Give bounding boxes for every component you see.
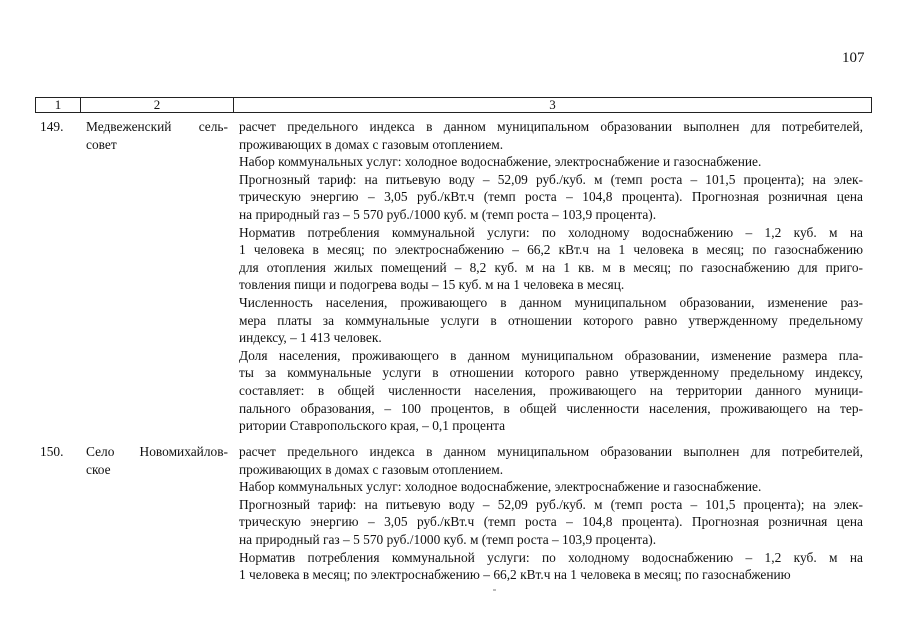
description-line: Прогнозный тариф: на питьевую воду – 52,09 руб./куб. м (темп роста – 101,5 процента); на элек- <box>239 496 863 512</box>
municipality-name-line: совет <box>86 136 117 152</box>
description-line: Набор коммунальных услуг: холодное водоснабжение, электроснабжение и газоснабжение. <box>239 479 762 495</box>
description-line: расчет предельного индекса в данном муниципальном образовании выполнен для потребителей, <box>239 119 863 134</box>
description-line: трическую энергию – 3,05 руб./кВт.ч (темп роста – 104,8 процента). Прогнозная розничная цена <box>239 514 863 530</box>
description-paragraph <box>239 478 863 496</box>
description-line: 1 человека в месяц; по электроснабжению – 66,2 кВт.ч на 1 человека в месяц; по газоснабжению <box>239 567 791 583</box>
description-paragraph <box>239 153 863 171</box>
description-line: проживающих в домах с газовым отоплением. <box>239 136 504 152</box>
row-number: 149. <box>40 119 64 134</box>
page-number: 107 <box>842 50 865 66</box>
row-description <box>239 118 863 435</box>
description-line: Численность населения, проживающего в данном муниципальном образовании, изменение раз- <box>239 294 863 310</box>
municipality-name-line: ское <box>86 461 111 477</box>
description-line: Набор коммунальных услуг: холодное водоснабжение, электроснабжение и газоснабжение. <box>239 154 762 170</box>
description-paragraph <box>239 347 863 435</box>
description-paragraph <box>239 496 863 549</box>
municipality-name-line: Медвеженский сель- <box>86 119 228 134</box>
description-line: для отопления жилых помещений – 8,2 куб. м на 1 кв. м в месяц; по газоснабжению для приго- <box>239 259 863 275</box>
description-line: индексу, – 1 413 человек. <box>239 330 382 346</box>
description-paragraph <box>239 224 863 294</box>
table-header-row <box>35 97 872 113</box>
description-line: составляет: в общей численности населения, проживающего на территории данного муници- <box>239 382 863 398</box>
header-col-3: 3 <box>549 97 556 112</box>
description-line: ритории Ставропольского края, – 0,1 процента <box>239 418 506 434</box>
description-line: ты за коммунальные услуги в отношении которого равно утвержденному предельному индексу, <box>239 365 863 381</box>
description-line: проживающих в домах с газовым отоплением. <box>239 461 504 477</box>
description-line: расчет предельного индекса в данном муниципальном образовании выполнен для потребителей, <box>239 444 863 459</box>
header-col-1: 1 <box>54 97 62 112</box>
description-line: Норматив потребления коммунальной услуги: по холодному водоснабжению – 1,2 куб. м на <box>239 549 863 565</box>
municipality-name <box>86 118 228 153</box>
header-col-2: 2 <box>153 97 161 112</box>
description-paragraph <box>239 549 863 584</box>
row-description <box>239 443 863 584</box>
row-number: 150. <box>40 444 64 459</box>
description-line: на природный газ – 5 570 руб./1000 куб. м (темп роста – 103,9 процента). <box>239 206 657 222</box>
description-paragraph <box>239 118 863 153</box>
municipality-name <box>86 443 228 478</box>
description-line: на природный газ – 5 570 руб./1000 куб. м (темп роста – 103,9 процента). <box>239 531 657 547</box>
description-paragraph <box>239 294 863 347</box>
municipality-name-line: Село Новомихайлов- <box>86 444 228 459</box>
description-line: Доля населения, проживающего в данном муниципальном образовании, изменение размера пла- <box>239 347 863 363</box>
description-line: пального образования, – 100 процентов, в общей численности населения, проживающего на тер- <box>239 400 863 416</box>
scan-speck <box>493 589 496 591</box>
description-line: товления пищи и подогрева воды – 15 куб. м на 1 человека в месяц. <box>239 277 625 293</box>
description-paragraph <box>239 171 863 224</box>
description-line: 1 человека в месяц; по электроснабжению – 66,2 кВт.ч на 1 человека в месяц; по газоснабжению <box>239 242 863 258</box>
description-line: трическую энергию – 3,05 руб./кВт.ч (темп роста – 104,8 процента). Прогнозная розничная цена <box>239 189 863 205</box>
description-line: Норматив потребления коммунальной услуги: по холодному водоснабжению – 1,2 куб. м на <box>239 224 863 240</box>
description-paragraph <box>239 443 863 478</box>
description-line: Прогнозный тариф: на питьевую воду – 52,09 руб./куб. м (темп роста – 101,5 процента); на элек- <box>239 171 863 187</box>
description-line: мера платы за коммунальные услуги в отношении которого равно утвержденному предельному <box>239 312 863 328</box>
